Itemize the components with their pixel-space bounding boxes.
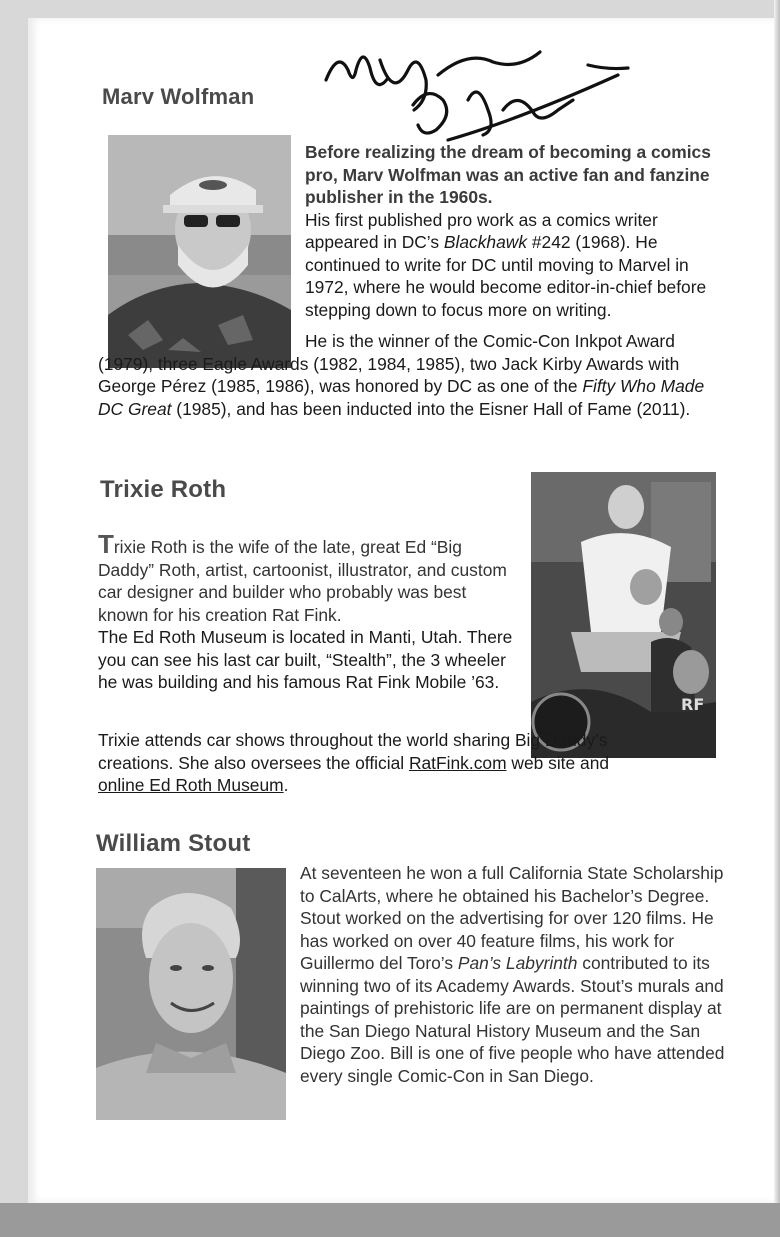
scanner-bed (0, 1203, 780, 1237)
marv-p1-text-a: His first published pro work as a comics writer appeared in DC’s (305, 209, 658, 252)
trixie-p3-text-a: Trixie attends car shows throughout the world sharing Big Daddy’s creations. She also oversees the official (98, 730, 608, 773)
svg-text:RF: RF (681, 695, 705, 714)
marv-bio-top (305, 141, 725, 321)
trixie-bio-3 (98, 729, 638, 797)
trixie-paragraph-3 (98, 729, 638, 797)
trixie-roth-photo (531, 472, 716, 758)
trixie-p3-text-b: web site and (506, 752, 610, 773)
marv-wolfman-heading: Marv Wolfman (102, 84, 255, 109)
william-stout-photo (96, 868, 286, 1120)
stout-text-b: contributed to its winning two of its Academy Awards. Stout’s murals and paintings of prehistoric life are on permanent display at the San Diego Natural History Museum and the San Diego Zoo. Bill is one of five people who have attended every single Comic-Con in San Diego. (300, 953, 725, 1086)
trixie-paragraph-1 (98, 529, 518, 626)
trixie-p1-text: rixie Roth is the wife of the late, great Ed “Big Daddy” Roth, artist, cartoonist, illustrator, and custom car designer and builder who probably was best known for his creation Rat Fink. (98, 537, 507, 625)
trixie-paragraph-2: The Ed Roth Museum is located in Manti, Utah. There you can see his last car built, “Stealth”, the 3 wheeler he was building and his famous Rat Fink Mobile ’63. (98, 627, 513, 692)
stout-text-a: At seventeen he won a full California State Scholarship to CalArts, where he obtained his Bachelor’s Degree. Stout worked on the advertising for over 120 films. He has worked on over 40 feature films, his work for Guillermo del Toro’s (300, 863, 724, 973)
william-stout-heading: William Stout (96, 830, 251, 857)
ratfink-link[interactable]: RatFink.com (408, 752, 507, 773)
stout-bio (300, 862, 725, 1087)
marv-p1-text-b: #242 (1968). He continued to write for DC until moving to Marvel in 1972, where he would become editor-in-chief before stepping down to focus more on writing. (305, 232, 707, 320)
marv-p2-title: Fifty Who Made DC Great (98, 376, 705, 419)
marv-p1-title: Blackhawk (443, 232, 528, 252)
stout-film-title: Pan’s Labyrinth (457, 953, 578, 973)
marv-intro: Before realizing the dream of becoming a comics pro, Marv Wolfman was an active fan and fanzine publisher in the 1960s. (305, 142, 711, 207)
scan-edge (774, 0, 780, 1237)
ed-roth-museum-link[interactable]: online Ed Roth Museum (98, 775, 284, 795)
trixie-roth-heading: Trixie Roth (100, 476, 227, 503)
marv-p2-text-b: (1985), and has been inducted into the Eisner Hall of Fame (2011). (171, 398, 691, 419)
marv-p2-text-a-full: He is the winner of the Comic-Con Inkpot Award (1979), three Eagle Awards (1982, 1984, 1985), two Jack Kirby Awards with George Pérez (1985, 1986), was honored by DC as one of the (98, 331, 680, 396)
trixie-bio (98, 529, 518, 694)
marv-paragraph-1 (305, 209, 725, 322)
stout-paragraph (300, 862, 725, 1087)
marv-p2-full (98, 330, 725, 420)
trixie-drop-cap: T (98, 529, 114, 559)
trixie-p3-text-c: . (283, 775, 289, 795)
